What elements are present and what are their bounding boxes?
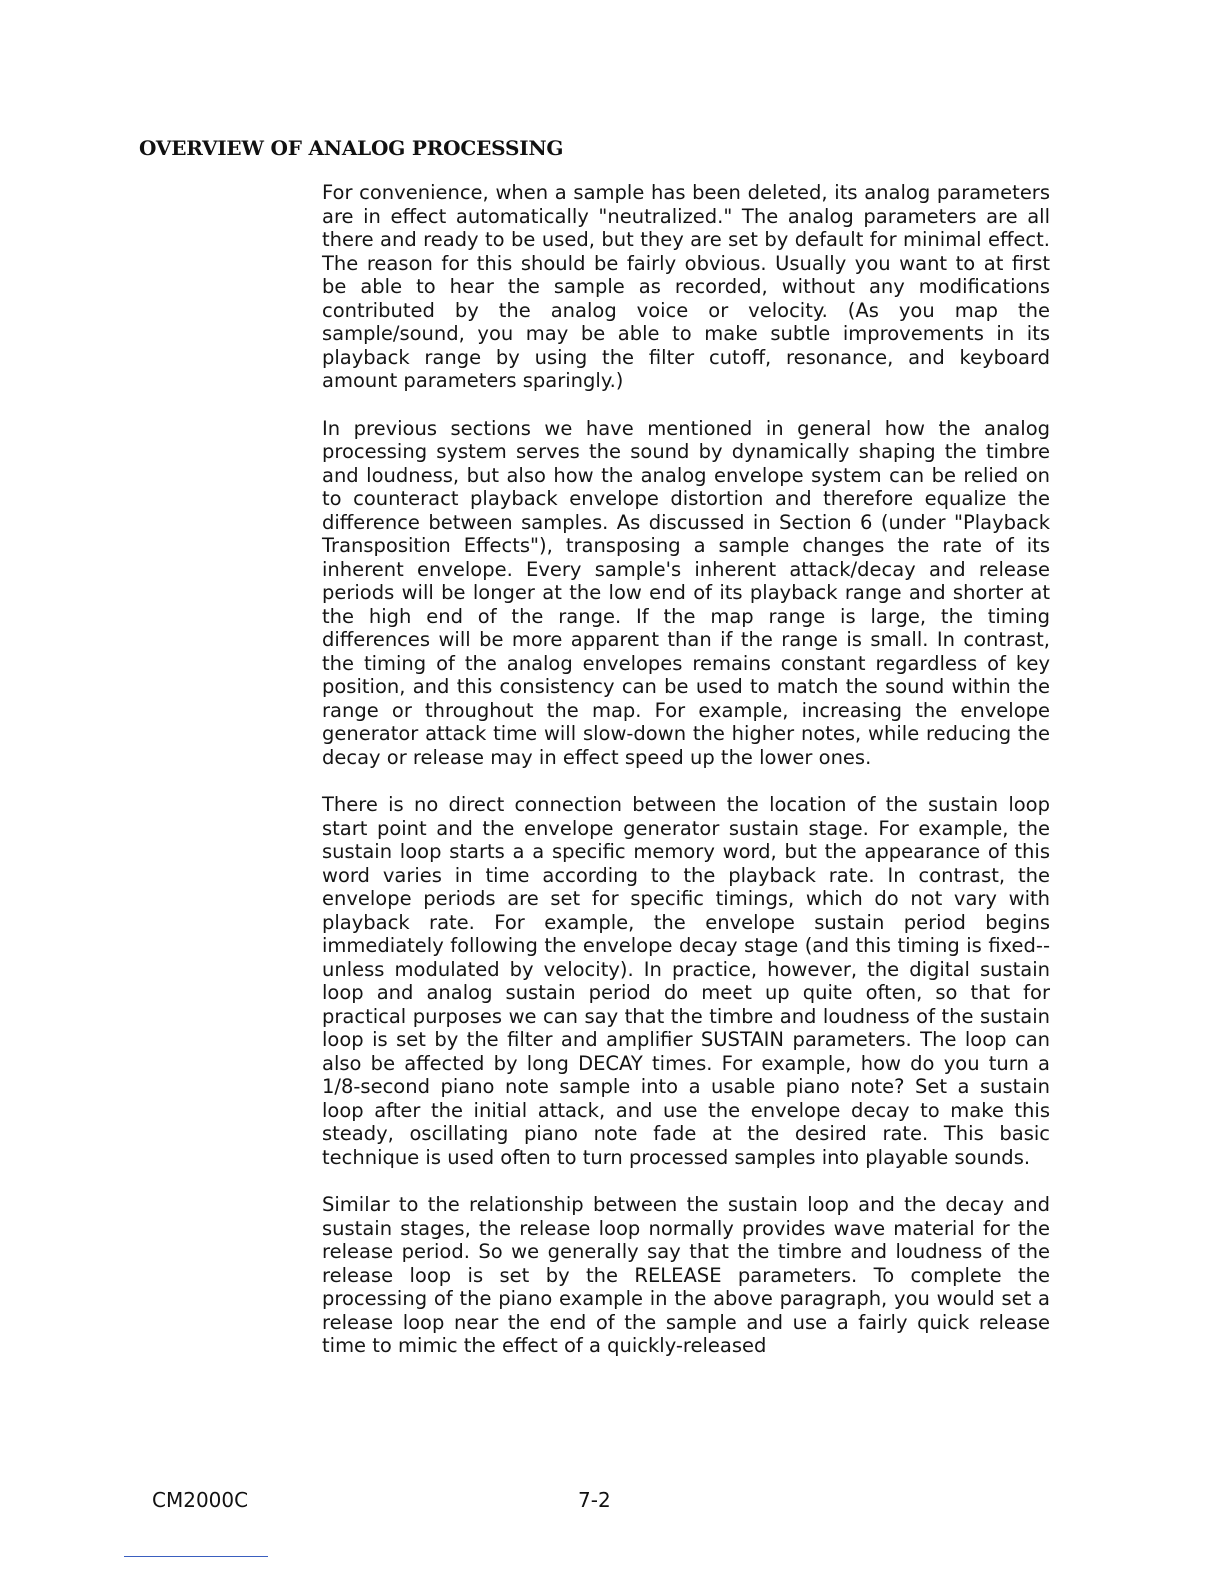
paragraph: There is no direct connection between the location of the sustain loop start point and the envelope generator sustain stage. For example, the sustain loop starts a a specific memory word, but the appearance of this word varies in time according to the playback rate. In contrast, the envelope periods are set for specific timings, which do not vary with playback rate. For example, the envelope sustain period begins immediately following the envelope decay stage (and this timing is fixed--unless modulated by velocity). In practice, however, the digital sustain loop and analog sustain period do meet up quite often, so that for practical purposes we can say that the timbre and loudness of the sustain loop is set by the filter and amplifier SUSTAIN parameters. The loop can also be affected by long DECAY times. For example, how do you turn a 1/8-second piano note sample into a usable piano note? Set a sustain loop after the initial attack, and use the envelope decay to make this steady, oscillating piano note fade at the desired rate. This basic technique is used often to turn processed samples into playable sounds.: [322, 793, 1050, 1169]
paragraph: Similar to the relationship between the sustain loop and the decay and sustain stages, the release loop normally provides wave material for the release period. So we generally say that the timbre and loudness of the release loop is set by the RELEASE parameters. To complete the processing of the piano example in the above paragraph, you would set a release loop near the end of the sample and use a fairly quick release time to mimic the effect of a quickly-released: [322, 1193, 1050, 1357]
footer-rule: [124, 1556, 268, 1557]
paragraph: For convenience, when a sample has been deleted, its analog parameters are in effect automatically "neutralized." The analog parameters are all there and ready to be used, but they are set by default for minimal effect. The reason for this should be fairly obvious. Usually you want to at first be able to hear the sample as recorded, without any modifications contributed by the analog voice or velocity. (As you map the sample/sound, you may be able to make subtle improvements in its playback range by using the filter cutoff, resonance, and keyboard amount parameters sparingly.): [322, 181, 1050, 392]
body-text: [322, 181, 1050, 1382]
section-heading: OVERVIEW OF ANALOG PROCESSING: [139, 136, 564, 160]
footer-document-id: CM2000C: [152, 1488, 249, 1512]
paragraph: In previous sections we have mentioned in general how the analog processing system serves the sound by dynamically shaping the timbre and loudness, but also how the analog envelope system can be relied on to counteract playback envelope distortion and therefore equalize the difference between samples. As discussed in Section 6 (under "Playback Transposition Effects"), transposing a sample changes the rate of its inherent envelope. Every sample's inherent attack/decay and release periods will be longer at the low end of its playback range and shorter at the high end of the range. If the map range is large, the timing differences will be more apparent than if the range is small. In contrast, the timing of the analog envelopes remains constant regardless of key position, and this consistency can be used to match the sound within the range or throughout the map. For example, increasing the envelope generator attack time will slow-down the higher notes, while reducing the decay or release may in effect speed up the lower ones.: [322, 416, 1050, 769]
footer-page-number: 7-2: [578, 1488, 611, 1512]
